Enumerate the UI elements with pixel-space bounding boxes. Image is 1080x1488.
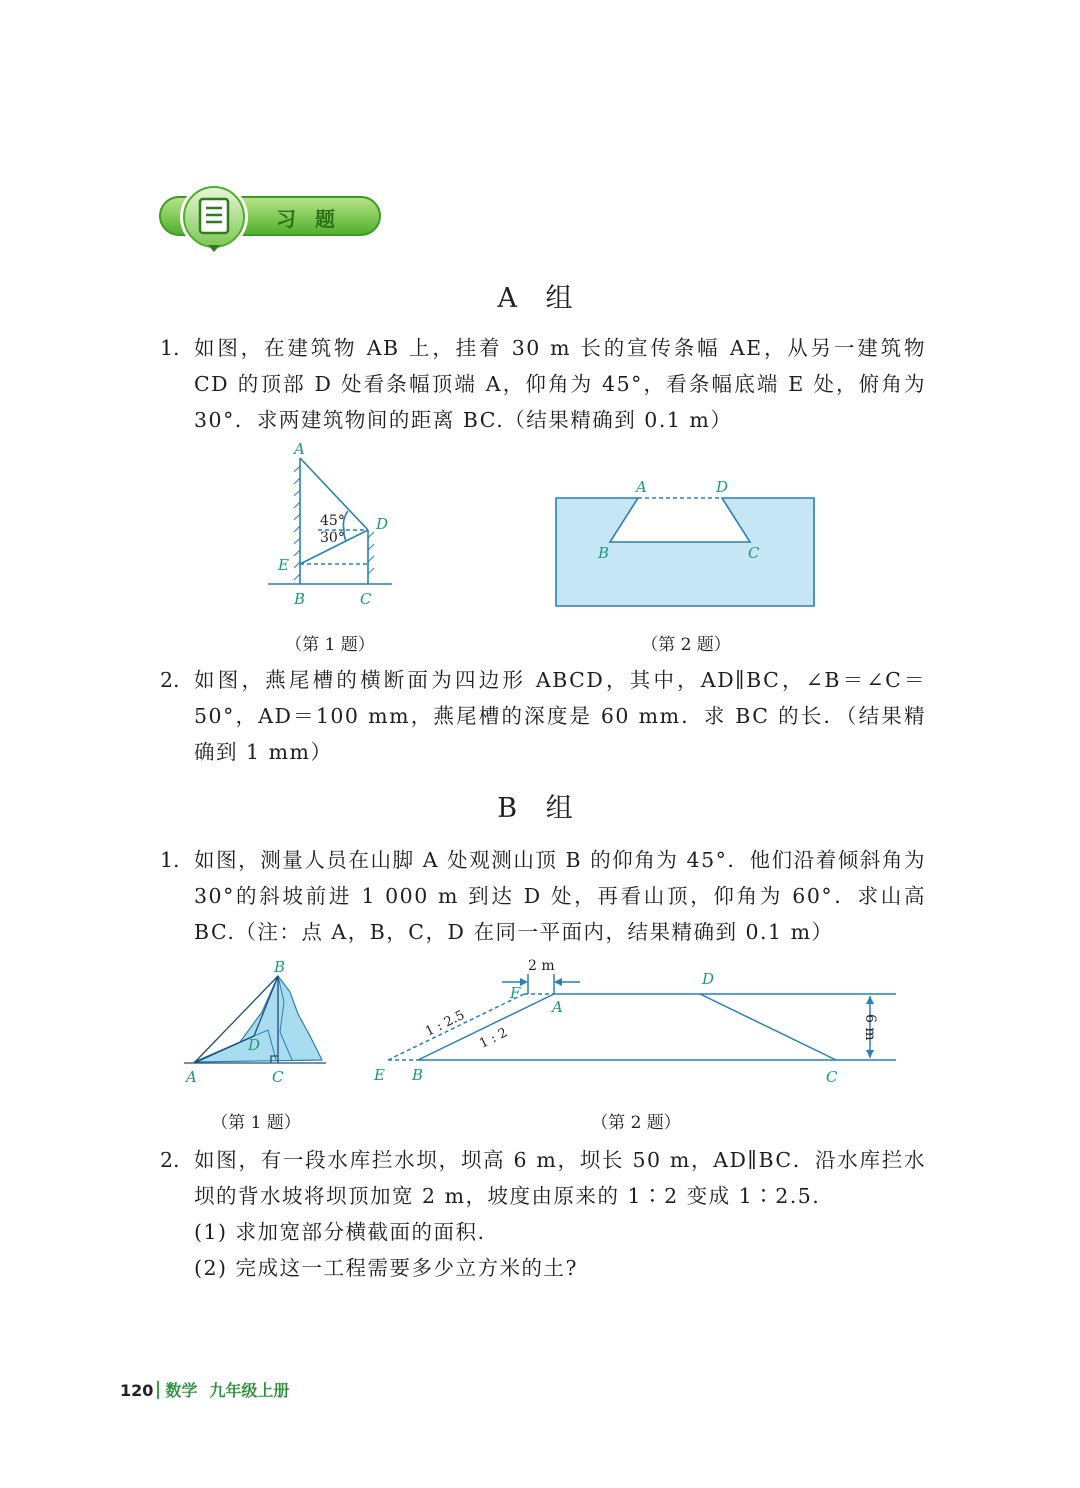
problem-number: 2.: [160, 1148, 180, 1172]
label-e: E: [374, 1066, 385, 1084]
angle-30: 30°: [320, 530, 345, 546]
label-c: C: [826, 1068, 838, 1086]
group-b-title: B 组: [497, 793, 583, 824]
footer-divider: [157, 1381, 159, 1399]
label-a: A: [186, 1068, 197, 1086]
figure-a2-caption: （第 2 题）: [641, 635, 731, 655]
label-b: B: [598, 544, 610, 562]
label-d: D: [716, 478, 729, 496]
label-a: A: [552, 998, 563, 1016]
problem-number: 2.: [160, 668, 180, 692]
problem-text: 如图，在建筑物 AB 上，挂着 30 m 长的宣传条幅 AE，从另一建筑物 CD 的顶部 D 处看条幅顶端 A，仰角为 45°，看条幅底端 E 处，俯角为 30°．求两建筑物间的距离 BC.（结果精确到 0.1 m）: [194, 336, 926, 432]
problem-number: 1.: [160, 848, 180, 872]
figure-b1: [180, 952, 330, 1090]
label-b: B: [412, 1066, 424, 1084]
slope-label-inner: 1 : 2: [477, 1025, 510, 1052]
problem-text: 如图，燕尾槽的横断面为四边形 ABCD，其中，AD∥BC，∠B＝∠C＝50°，AD＝100 mm，燕尾槽的深度是 60 mm．求 BC 的长．（结果精确到 1 mm）: [194, 668, 926, 764]
exercise-banner: [158, 183, 382, 255]
group-b-problem-2-part-2: (2) 完成这一工程需要多少立方米的土?: [194, 1256, 579, 1280]
page-footer: [120, 1378, 289, 1401]
label-c: C: [272, 1068, 284, 1086]
group-b-problem-2-part-1: (1) 求加宽部分横截面的面积.: [194, 1220, 486, 1244]
angle-45: 45°: [320, 513, 345, 529]
label-f: F: [510, 984, 521, 1002]
group-b-problem-2: [160, 1142, 926, 1214]
group-a-title: A 组: [497, 283, 583, 314]
book-name: 九年级上册: [209, 1381, 290, 1400]
problem-text: 如图，有一段水库拦水坝，坝高 6 m，坝长 50 m，AD∥BC．沿水库拦水坝的背水坡将坝顶加宽 2 m，坡度由原来的 1∶2 变成 1∶2.5.: [194, 1148, 926, 1208]
figure-b2-caption: （第 2 题）: [591, 1113, 681, 1133]
label-d: D: [376, 515, 389, 533]
figure-b1-caption: （第 1 题）: [211, 1113, 301, 1133]
banner-label: 习 题: [276, 207, 341, 231]
figure-a2: [552, 474, 818, 610]
width-label: 2 m: [528, 958, 555, 974]
slope-label-outer: 1 : 2.5: [423, 1007, 468, 1040]
group-b-problem-1: [160, 842, 926, 950]
group-a-problem-1: [160, 330, 926, 438]
figure-a1: [262, 438, 402, 610]
page-number: 120: [120, 1381, 154, 1400]
group-a-problem-2: [160, 662, 926, 770]
label-c: C: [360, 590, 372, 608]
subject-name: 数学: [165, 1381, 198, 1400]
figure-b2: [370, 950, 900, 1090]
problem-text: 如图，测量人员在山脚 A 处观测山顶 B 的仰角为 45°．他们沿着倾斜角为 30°的斜坡前进 1 000 m 到达 D 处，再看山顶，仰角为 60°．求山高 BC.（注：点 A，B，C，D 在同一平面内，结果精确到 0.1 m）: [194, 848, 926, 944]
height-label: 6 m: [862, 1014, 878, 1041]
label-c: C: [748, 544, 760, 562]
label-a: A: [294, 440, 305, 458]
label-d: D: [248, 1036, 261, 1054]
exercise-banner-graphic: [158, 183, 382, 255]
label-b: B: [274, 958, 286, 976]
problem-number: 1.: [160, 336, 180, 360]
label-b: B: [294, 590, 306, 608]
label-e: E: [278, 556, 289, 574]
figure-a1-caption: （第 1 题）: [285, 635, 375, 655]
label-a: A: [636, 478, 647, 496]
label-d: D: [702, 970, 715, 988]
